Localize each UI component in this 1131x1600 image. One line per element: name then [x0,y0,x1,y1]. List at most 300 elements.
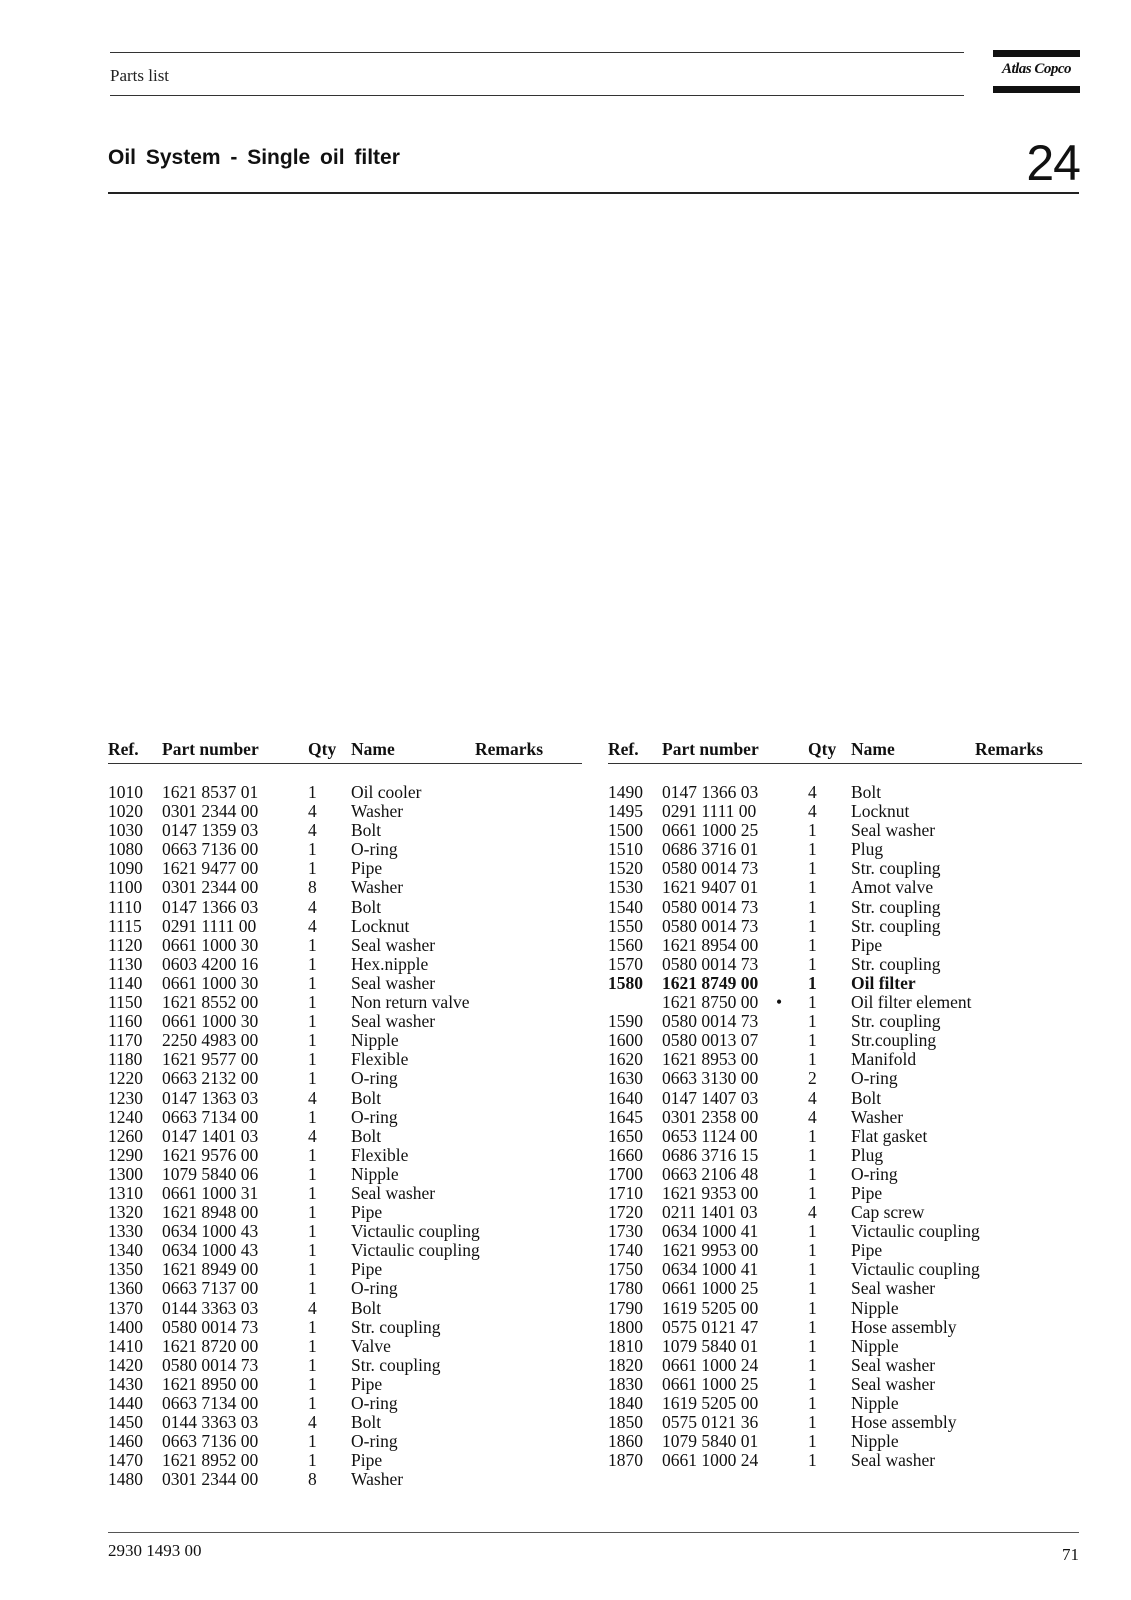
cell-name: Bolt [851,1087,882,1108]
cell-name: Amot valve [851,877,934,898]
cell-qty: 1 [308,1221,317,1242]
logo-wordmark: Atlas Copco [1001,61,1072,77]
cell-part-number: 1621 8952 00 [162,1450,259,1471]
cell-ref: 1870 [608,1450,643,1471]
cell-ref: 1645 [608,1106,643,1127]
cell-part-number: 1621 8537 01 [162,782,259,802]
cell-ref: 1300 [108,1163,143,1184]
table-row [108,1069,582,1088]
cell-ref: 1330 [108,1221,143,1242]
cell-part-number: 0144 3363 03 [162,1412,259,1433]
cell-ref: 1520 [608,858,643,879]
cell-part-number: 0663 2132 00 [162,1068,259,1089]
cell-part-number: 0147 1401 03 [162,1125,259,1146]
cell-name: Flexible [351,1144,409,1165]
table-body [108,783,582,1489]
title-rule [108,192,1079,194]
cell-name: Seal washer [351,1182,436,1203]
cell-name: Pipe [851,1240,883,1261]
cell-qty: 1 [808,992,817,1013]
cell-name: Pipe [351,858,383,879]
table-row [608,1241,1082,1260]
cell-qty: 1 [808,1259,817,1280]
page-title: Oil System - Single oil filter [108,146,400,169]
table-row [108,917,582,936]
cell-ref: 1530 [608,877,643,898]
cell-part-number: 0663 7134 00 [162,1106,259,1127]
cell-qty: 1 [308,934,317,955]
col-name-header: Name [851,739,895,759]
table-row [108,1165,582,1184]
cell-part-number: 1621 8950 00 [162,1373,259,1394]
cell-ref: 1580 [608,972,643,993]
cell-name: Victaulic coupling [351,1221,480,1242]
cell-qty: 1 [808,1450,817,1471]
cell-qty: 1 [308,1011,317,1032]
cell-qty: 1 [808,1278,817,1299]
cell-name: Pipe [851,1182,883,1203]
cell-name: Seal washer [851,1278,936,1299]
cell-ref: 1240 [108,1106,143,1127]
cell-qty: 1 [808,877,817,898]
table-row [608,878,1082,897]
cell-qty: 1 [308,1431,317,1452]
cell-part-number: 1621 8552 00 [162,992,259,1013]
cell-part-number: 1621 9353 00 [662,1182,759,1203]
cell-name: Seal washer [851,820,936,841]
cell-ref: 1130 [108,953,143,974]
table-row [108,1394,582,1413]
cell-part-number: 0661 1000 31 [162,1182,259,1203]
cell-part-number: 0580 0013 07 [662,1030,759,1051]
cell-part-number: 0661 1000 30 [162,1011,259,1032]
col-part-header: Part number [662,739,759,759]
table-row [108,936,582,955]
cell-part-number: 0580 0014 73 [162,1354,259,1375]
cell-part-number: 0580 0014 73 [662,896,759,917]
cell-part-number: 0661 1000 24 [662,1450,759,1471]
cell-part-number: 1079 5840 01 [662,1335,759,1356]
col-remarks-header: Remarks [475,739,544,759]
cell-name: Victaulic coupling [851,1221,980,1242]
cell-part-number: 0661 1000 25 [662,1373,759,1394]
table-row [608,1279,1082,1298]
logo-bottom-bar [993,86,1080,93]
cell-ref: 1010 [108,782,143,802]
cell-ref: 1320 [108,1202,143,1223]
cell-name: Nipple [851,1431,899,1452]
cell-qty: 1 [808,1412,817,1433]
cell-qty: 1 [308,1373,317,1394]
cell-part-number: 0575 0121 47 [662,1316,759,1337]
cell-ref: 1430 [108,1373,143,1394]
header-section-label: Parts list [110,66,170,85]
cell-part-number: 0301 2344 00 [162,1469,259,1490]
cell-qty: 1 [808,896,817,917]
cell-name: Str. coupling [851,896,941,917]
cell-qty: 1 [308,1202,317,1223]
footer-rule [108,1532,1079,1533]
table-row [108,1184,582,1203]
table-row [108,859,582,878]
cell-part-number: 0144 3363 03 [162,1297,259,1318]
cell-ref: 1840 [608,1393,643,1413]
cell-name: O-ring [351,1068,398,1089]
col-part-header: Part number [162,739,259,759]
cell-part-number: 0634 1000 43 [162,1221,259,1242]
cell-name: Seal washer [351,1011,436,1032]
cell-ref: 1230 [108,1087,143,1108]
parts-table-right [608,737,1082,1470]
cell-name: Bolt [351,1087,382,1108]
cell-name: O-ring [851,1163,898,1184]
header-bottom-rule [110,95,964,96]
cell-name: Seal washer [351,972,436,993]
cell-name: O-ring [351,1431,398,1452]
cell-name: Manifold [851,1049,917,1070]
table-row [608,955,1082,974]
cell-qty: 1 [808,1030,817,1051]
cell-ref: 1170 [108,1030,143,1051]
table-row [608,821,1082,840]
cell-ref: 1460 [108,1431,143,1452]
table-row [608,783,1082,802]
cell-part-number: 0663 3130 00 [662,1068,759,1089]
service-kit-bullet: • [776,992,783,1013]
cell-ref: 1450 [108,1412,143,1433]
table-row [608,1108,1082,1127]
table-row [608,1031,1082,1050]
cell-name: Bolt [351,1412,382,1433]
cell-qty: 1 [808,1125,817,1146]
table-row [108,1375,582,1394]
table-row [108,1318,582,1337]
cell-ref: 1480 [108,1469,143,1490]
cell-qty: 4 [308,896,317,917]
cell-qty: 4 [808,1106,817,1127]
cell-name: Hex.nipple [351,953,429,974]
cell-name: Washer [351,1469,404,1490]
cell-part-number: 2250 4983 00 [162,1030,259,1051]
cell-ref: 1810 [608,1335,643,1356]
table-row [608,898,1082,917]
cell-name: O-ring [351,1106,398,1127]
cell-qty: 1 [308,782,317,802]
table-row [108,1108,582,1127]
cell-part-number: 1621 8949 00 [162,1259,259,1280]
cell-ref: 1830 [608,1373,643,1394]
cell-name: Hose assembly [851,1412,957,1433]
cell-part-number: 1621 9953 00 [662,1240,759,1261]
table-row [108,993,582,1012]
cell-part-number: 0634 1000 43 [162,1240,259,1261]
cell-name: Pipe [351,1450,383,1471]
cell-name: Bolt [351,820,382,841]
cell-qty: 1 [808,1221,817,1242]
cell-ref: 1440 [108,1393,143,1413]
cell-name: Bolt [851,782,882,802]
cell-ref: 1495 [608,801,643,822]
table-row [108,1089,582,1108]
cell-qty: 1 [308,992,317,1013]
table-row [608,974,1082,993]
cell-name: Seal washer [851,1450,936,1471]
cell-name: Nipple [351,1030,399,1051]
cell-ref: 1340 [108,1240,143,1261]
cell-part-number: 0661 1000 24 [662,1354,759,1375]
cell-name: O-ring [351,839,398,860]
cell-ref: 1220 [108,1068,143,1089]
table-row [108,1413,582,1432]
cell-qty: 4 [808,782,817,802]
table-row [608,1012,1082,1031]
cell-ref: 1360 [108,1278,143,1299]
cell-part-number: 1621 8948 00 [162,1202,259,1223]
cell-ref: 1115 [108,915,142,936]
cell-ref: 1180 [108,1049,143,1070]
table-row [108,1031,582,1050]
cell-ref: 1260 [108,1125,143,1146]
table-row [108,1222,582,1241]
table-row [608,1318,1082,1337]
cell-part-number: 1079 5840 06 [162,1163,259,1184]
cell-name: Pipe [351,1202,383,1223]
cell-ref: 1630 [608,1068,643,1089]
section-number: 24 [1026,135,1080,191]
footer-doc-number: 2930 1493 00 [108,1541,202,1560]
cell-name: Str. coupling [351,1316,441,1337]
cell-name: Nipple [851,1335,899,1356]
cell-qty: 1 [308,1030,317,1051]
cell-part-number: 0663 7137 00 [162,1278,259,1299]
table-row [608,993,1082,1012]
table-row [108,1203,582,1222]
cell-ref: 1800 [608,1316,643,1337]
cell-ref: 1740 [608,1240,643,1261]
cell-name: Str. coupling [851,915,941,936]
cell-ref: 1850 [608,1412,643,1433]
cell-ref: 1650 [608,1125,643,1146]
cell-name: Locknut [351,915,410,936]
cell-part-number: 1621 8749 00 [662,972,759,993]
cell-name: Hose assembly [851,1316,957,1337]
cell-name: Washer [351,877,404,898]
cell-qty: 4 [308,801,317,822]
table-row [108,898,582,917]
cell-qty: 4 [308,1125,317,1146]
cell-ref: 1090 [108,858,143,879]
cell-part-number: 1621 8953 00 [662,1049,759,1070]
cell-name: Plug [851,839,884,860]
cell-ref: 1080 [108,839,143,860]
cell-qty: 1 [808,839,817,860]
cell-name: Bolt [351,1297,382,1318]
cell-part-number: 0301 2344 00 [162,801,259,822]
cell-qty: 1 [308,1163,317,1184]
cell-ref: 1600 [608,1030,643,1051]
table-row [108,1241,582,1260]
cell-ref: 1540 [608,896,643,917]
cell-qty: 1 [808,1182,817,1203]
cell-name: Oil filter [851,972,916,993]
cell-name: Str. coupling [851,858,941,879]
cell-name: Cap screw [851,1202,925,1223]
cell-qty: 1 [308,1316,317,1337]
cell-name: Str. coupling [351,1354,441,1375]
table-row [608,1356,1082,1375]
cell-part-number: 1621 8750 00 [662,992,759,1013]
cell-qty: 1 [308,1049,317,1070]
cell-qty: 1 [808,820,817,841]
col-name-header: Name [351,739,395,759]
cell-part-number: 0301 2344 00 [162,877,259,898]
cell-name: Flexible [351,1049,409,1070]
cell-ref: 1470 [108,1450,143,1471]
cell-ref: 1110 [108,896,142,917]
cell-qty: 1 [308,1393,317,1413]
cell-name: Seal washer [851,1354,936,1375]
cell-name: O-ring [351,1278,398,1299]
footer-page-number: 71 [1062,1545,1079,1564]
table-row [608,936,1082,955]
header-top-rule [110,52,964,53]
cell-name: Bolt [351,1125,382,1146]
cell-part-number: 0575 0121 36 [662,1412,759,1433]
table-row [108,1050,582,1069]
table-header [608,737,1082,764]
table-row [608,1451,1082,1470]
cell-qty: 1 [308,1278,317,1299]
table-row [108,1127,582,1146]
cell-name: Bolt [351,896,382,917]
cell-qty: 1 [808,1144,817,1165]
cell-name: Flat gasket [851,1125,928,1146]
cell-qty: 1 [808,1335,817,1356]
col-ref-header: Ref. [108,739,139,759]
cell-qty: 1 [308,1335,317,1356]
table-row [608,1069,1082,1088]
cell-ref: 1140 [108,972,143,993]
col-qty-header: Qty [308,739,337,759]
table-row [608,1260,1082,1279]
cell-qty: 1 [808,1316,817,1337]
cell-qty: 1 [808,1431,817,1452]
table-row [108,821,582,840]
table-row [608,1165,1082,1184]
cell-ref: 1620 [608,1049,643,1070]
cell-ref: 1290 [108,1144,143,1165]
cell-ref: 1310 [108,1182,143,1203]
cell-qty: 4 [808,1087,817,1108]
cell-part-number: 1621 9576 00 [162,1144,259,1165]
cell-ref: 1150 [108,992,143,1013]
table-row [608,1203,1082,1222]
cell-part-number: 0147 1366 03 [162,896,259,917]
cell-part-number: 0661 1000 30 [162,972,259,993]
cell-name: Str. coupling [851,1011,941,1032]
table-row [608,840,1082,859]
cell-qty: 1 [308,1068,317,1089]
cell-part-number: 0301 2358 00 [662,1106,759,1127]
cell-name: O-ring [851,1068,898,1089]
cell-qty: 1 [808,934,817,955]
cell-qty: 1 [808,1163,817,1184]
cell-part-number: 0147 1363 03 [162,1087,259,1108]
table-row [108,878,582,897]
cell-part-number: 0663 7134 00 [162,1393,259,1413]
table-row [608,1337,1082,1356]
table-header [108,737,582,764]
cell-part-number: 0686 3716 01 [662,839,759,860]
cell-qty: 4 [308,820,317,841]
cell-ref: 1020 [108,801,143,822]
table-row [108,1012,582,1031]
cell-part-number: 0634 1000 41 [662,1259,759,1280]
cell-part-number: 1621 9577 00 [162,1049,259,1070]
cell-name: Valve [351,1335,391,1356]
table-row [608,859,1082,878]
cell-part-number: 0147 1359 03 [162,820,259,841]
cell-qty: 4 [308,1297,317,1318]
cell-qty: 4 [308,915,317,936]
table-row [608,1394,1082,1413]
cell-name: Oil filter element [851,992,972,1013]
cell-part-number: 0147 1407 03 [662,1087,759,1108]
cell-ref: 1700 [608,1163,643,1184]
cell-part-number: 1079 5840 01 [662,1431,759,1452]
parts-table-left [108,737,582,1489]
cell-qty: 1 [308,858,317,879]
cell-name: Washer [351,801,404,822]
cell-name: Victaulic coupling [351,1240,480,1261]
cell-ref: 1710 [608,1182,643,1203]
table-row [608,1222,1082,1241]
cell-qty: 1 [308,953,317,974]
cell-qty: 1 [308,1450,317,1471]
cell-name: Nipple [851,1393,899,1413]
cell-qty: 1 [308,1240,317,1261]
cell-name: Locknut [851,801,910,822]
cell-name: O-ring [351,1393,398,1413]
cell-part-number: 0661 1000 25 [662,820,759,841]
cell-ref: 1750 [608,1259,643,1280]
cell-qty: 1 [308,839,317,860]
cell-ref: 1370 [108,1297,143,1318]
table-row [608,802,1082,821]
cell-ref: 1780 [608,1278,643,1299]
table-row [108,1432,582,1451]
table-row [108,840,582,859]
cell-ref: 1120 [108,934,143,955]
cell-part-number: 0580 0014 73 [162,1316,259,1337]
cell-qty: 1 [308,1259,317,1280]
cell-name: Pipe [351,1259,383,1280]
cell-part-number: 0291 1111 00 [162,915,257,936]
cell-part-number: 0653 1124 00 [662,1125,758,1146]
cell-qty: 1 [808,915,817,936]
cell-part-number: 0661 1000 25 [662,1278,759,1299]
cell-name: Pipe [351,1373,383,1394]
table-body [608,783,1082,1470]
cell-qty: 8 [308,1469,317,1490]
cell-part-number: 0580 0014 73 [662,953,759,974]
cell-part-number: 0634 1000 41 [662,1221,759,1242]
table-row [608,1089,1082,1108]
table-row [608,1184,1082,1203]
table-row [608,1375,1082,1394]
cell-name: Washer [851,1106,904,1127]
cell-ref: 1500 [608,820,643,841]
